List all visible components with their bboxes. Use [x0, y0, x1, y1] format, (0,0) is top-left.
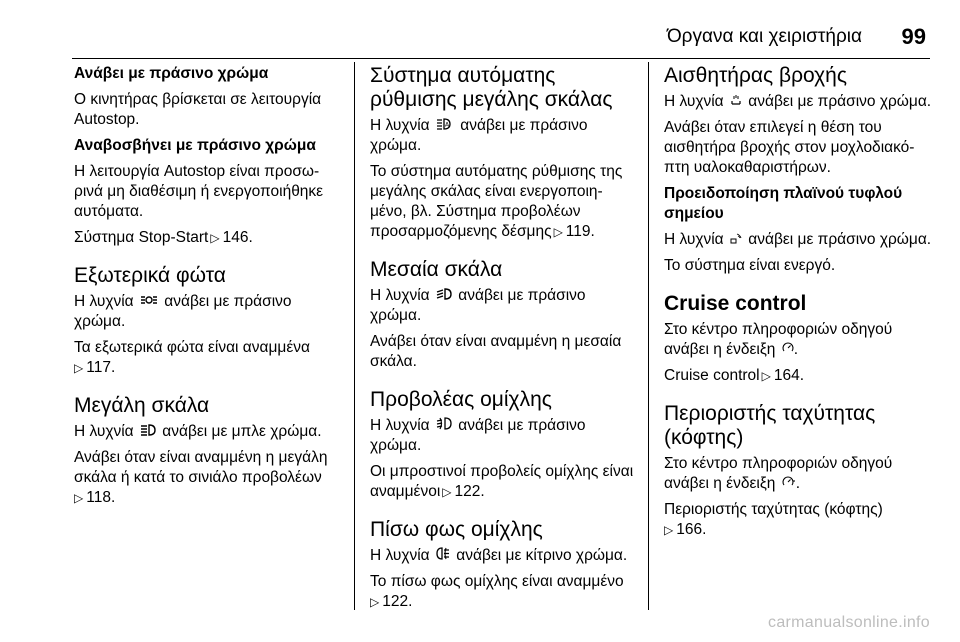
high-beam-icon: [140, 422, 156, 442]
section-heading: Ανάβει με πράσινο χρώμα: [74, 65, 269, 82]
text: ανάβει με πράσινο χρώμα.: [748, 231, 932, 248]
text: Το σύστημα αυτόματης ρύθμισης της μεγάλης σκάλας είναι ενεργοποιη-μένο, βλ. Σύστημα προβολέων προσαρμοζόμενης δέσμης: [370, 163, 623, 240]
paragraph-with-ref: [664, 500, 932, 540]
paragraph-with-ref: [74, 448, 342, 508]
auto-high-beam-icon: [436, 116, 454, 136]
page-ref-link[interactable]: 118.: [86, 489, 116, 506]
page-ref-link[interactable]: 122.: [454, 483, 485, 500]
page-ref-link[interactable]: 166.: [676, 521, 707, 538]
paragraph-with-ref: [370, 572, 638, 612]
exterior-lights-icon: [140, 292, 158, 312]
paragraph: [664, 230, 932, 250]
paragraph: Ανάβει όταν είναι αναμμένη η μεσαία σκάλα.: [370, 333, 622, 370]
page-ref-arrow-icon: ▷: [74, 491, 84, 505]
page-ref-arrow-icon: ▷: [761, 369, 771, 383]
section-title: Προβολέας ομίχλης: [370, 388, 552, 411]
speed-limiter-icon: [782, 474, 796, 494]
section-title: Μεγάλη σκάλα: [74, 394, 210, 417]
text: Ανάβει όταν είναι αναμμένη η μεγάλη σκάλα ή κατά το σινιάλο προβολέων: [74, 449, 328, 486]
paragraph: [370, 546, 638, 566]
page-ref-arrow-icon: ▷: [74, 361, 84, 375]
text: Η λυχνία: [370, 287, 430, 304]
rear-fog-icon: [436, 546, 450, 566]
paragraph: [370, 286, 638, 326]
watermark: carmanualsonline.info: [768, 614, 930, 631]
paragraph-with-ref: [74, 228, 342, 248]
paragraph: Ανάβει όταν επιλεγεί η θέση του αισθητήρα βροχής στον μοχλοδιακό-πτη υαλοκαθαριστήρων.: [664, 119, 915, 176]
front-fog-icon: [436, 416, 452, 436]
cruise-control-icon: [782, 340, 794, 360]
section-title: Εξωτερικά φώτα: [74, 264, 226, 287]
text: ανάβει με πράσινο χρώμα.: [74, 293, 292, 330]
section-heading: Αναβοσβήνει με πράσινο χρώμα: [74, 137, 316, 154]
text: Στο κέντρο πληροφοριών οδηγού ανάβει η ένδειξη: [664, 455, 893, 492]
svg-text:A: A: [444, 121, 450, 129]
text: ανάβει με πράσινο χρώμα.: [370, 117, 588, 154]
paragraph: [370, 416, 638, 456]
text: Η λυχνία: [664, 93, 724, 110]
text: .: [795, 475, 801, 492]
paragraph: Το σύστημα είναι ενεργό.: [664, 257, 836, 274]
title-line: (κόφτης): [664, 426, 744, 449]
column-divider: [354, 62, 355, 610]
page-ref-arrow-icon: ▷: [553, 225, 563, 239]
text: Περιοριστής ταχύτητας (κόφτης): [664, 501, 883, 518]
paragraph: [74, 292, 342, 332]
text: Τα εξωτερικά φώτα είναι αναμμένα: [74, 339, 310, 356]
page-header: [72, 22, 930, 59]
header-title: Όργανα και χειριστήρια: [666, 26, 862, 47]
paragraph: Ο κινητήρας βρίσκεται σε λειτουργία Autostop.: [74, 91, 322, 128]
section-title: Cruise control: [664, 292, 807, 315]
text: Η λυχνία: [74, 423, 134, 440]
rain-sensor-icon: [730, 92, 742, 112]
text: Η λυχνία: [370, 417, 430, 434]
section-title: [370, 64, 638, 112]
text: Το πίσω φως ομίχλης είναι αναμμένο: [370, 573, 624, 590]
paragraph-with-ref: [74, 338, 342, 378]
text: Οι μπροστινοί προβολείς ομίχλης είναι αναμμένοι: [370, 463, 634, 500]
text: Cruise control: [664, 367, 760, 384]
page-ref-arrow-icon: ▷: [210, 231, 220, 245]
page-ref-arrow-icon: ▷: [370, 595, 380, 609]
text: Η λυχνία: [370, 547, 430, 564]
page-ref-link[interactable]: 146.: [222, 229, 253, 246]
text: ανάβει με μπλε χρώμα.: [162, 423, 322, 440]
page-number: 99: [901, 24, 926, 49]
page-ref-link[interactable]: 164.: [773, 367, 805, 384]
title-line: ρύθμισης μεγάλης σκάλας: [370, 88, 613, 111]
paragraph-with-ref: [664, 366, 932, 386]
title-line: Σύστημα αυτόματης: [370, 64, 556, 87]
section-heading: Προειδοποίηση πλαϊνού τυφλού σημείου: [664, 185, 903, 222]
text: Στο κέντρο πληροφοριών οδηγού ανάβει η ένδειξη: [664, 321, 893, 358]
paragraph: [664, 454, 932, 494]
low-beam-icon: [436, 286, 452, 306]
page-ref-link[interactable]: 122.: [382, 593, 413, 610]
text: Η λυχνία: [664, 231, 724, 248]
title-line: Περιοριστής ταχύτητας: [664, 402, 876, 425]
section-title: Μεσαία σκάλα: [370, 258, 503, 281]
text: ανάβει με πράσινο χρώμα.: [748, 93, 932, 110]
page-ref-link[interactable]: 119.: [565, 223, 595, 240]
paragraph: [370, 116, 638, 156]
text: ανάβει με πράσινο χρώμα.: [370, 417, 586, 454]
paragraph: [664, 92, 932, 112]
paragraph-with-ref: [370, 162, 638, 242]
page-ref-arrow-icon: ▷: [442, 485, 452, 499]
section-title: [664, 402, 932, 450]
text: .: [793, 341, 799, 358]
section-title: Πίσω φως ομίχλης: [370, 518, 543, 541]
ref-text: Σύστημα Stop-Start: [74, 229, 209, 246]
section-title: Αισθητήρας βροχής: [664, 64, 847, 87]
paragraph: [74, 422, 342, 442]
text: Η λυχνία: [370, 117, 430, 134]
page-ref-arrow-icon: ▷: [664, 523, 674, 537]
paragraph-with-ref: [370, 462, 638, 502]
column-3: [664, 62, 932, 546]
paragraph: [664, 320, 932, 360]
column-2: [370, 62, 638, 618]
text: ανάβει με κίτρινο χρώμα.: [456, 547, 628, 564]
column-1: [74, 62, 342, 514]
paragraph: Η λειτουργία Autostop είναι προσω-ρινά μη διαθέσιμη ή ενεργοποιήθηκε αυτόματα.: [74, 163, 324, 220]
text: Η λυχνία: [74, 293, 134, 310]
column-divider: [648, 62, 649, 610]
text: ανάβει με πράσινο χρώμα.: [370, 287, 586, 324]
page-ref-link[interactable]: 117.: [86, 359, 116, 376]
blind-spot-icon: [730, 230, 742, 250]
